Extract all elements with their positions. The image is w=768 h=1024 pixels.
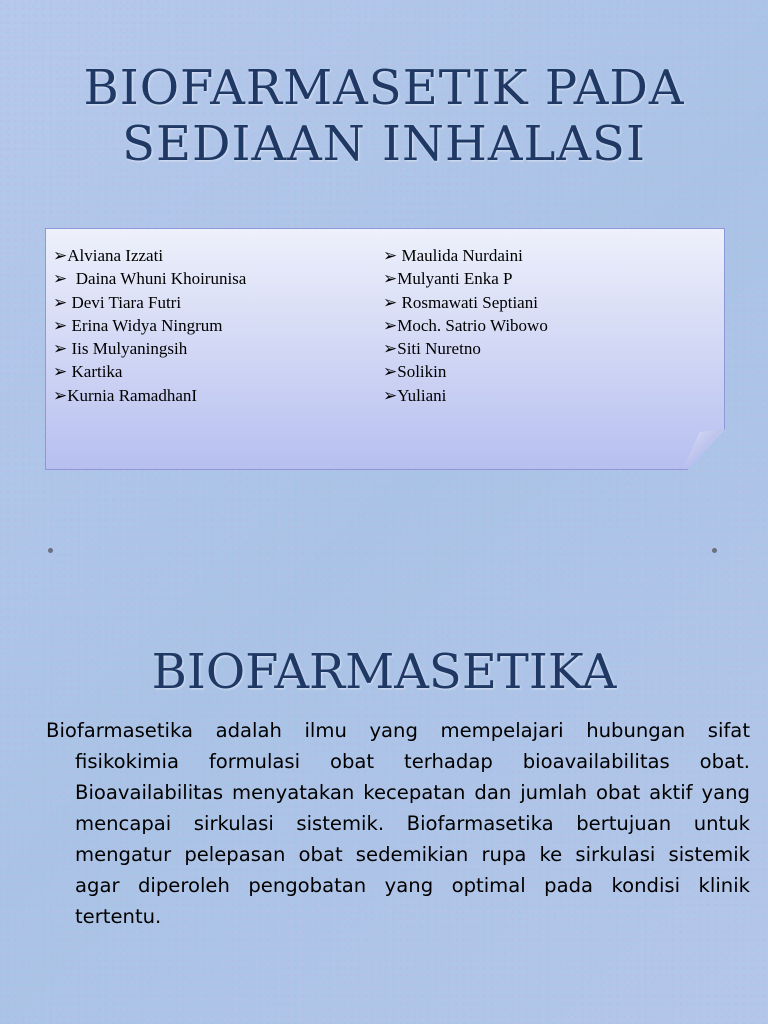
list-item: ➢Moch. Satrio Wibowo: [383, 315, 548, 335]
list-item: ➢ Iis Mulyaningsih: [53, 339, 188, 359]
slide-divider-dot-right: [712, 548, 717, 553]
title-line-2: SEDIAAN INHALASI: [122, 116, 646, 172]
section-title: BIOFARMASETIKA: [151, 644, 617, 700]
list-item: ➢Mulyanti Enka P: [383, 269, 513, 289]
names-list-left: [53, 244, 246, 407]
list-item: ➢Alviana Izzati: [53, 246, 164, 265]
slide-divider-dot-left: [48, 548, 53, 553]
list-item: ➢ Rosmawati Septiani: [383, 292, 538, 312]
slide-title: [0, 60, 768, 172]
list-item: ➢ Daina Whuni Khoirunisa: [53, 269, 247, 289]
list-item: ➢ Erina Widya Ningrum: [53, 315, 223, 335]
list-item: ➢Solikin: [383, 362, 447, 382]
body-paragraph: Biofarmasetika adalah ilmu yang mempelajari hubungan sifat fisikokimia formulasi obat terhadap bioavailabilitas obat. Bioavailabilitas menyatakan kecepatan dan jumlah obat aktif yang mencapai sirkulasi sistemik. Biofarmasetika bertujuan untuk mengatur pelepasan obat sedemikian rupa ke sirkulasi sistemik agar diperoleh pengobatan yang optimal pada kondisi klinik tertentu.: [46, 719, 750, 928]
title-line-1: BIOFARMASETIK PADA: [83, 60, 685, 116]
list-item: ➢Kurnia RamadhanI: [53, 385, 198, 405]
list-item: ➢ Maulida Nurdaini: [383, 246, 523, 265]
list-item: ➢ Kartika: [53, 362, 123, 382]
list-item: ➢ Devi Tiara Futri: [53, 292, 182, 312]
names-list-right: [383, 244, 548, 407]
list-item: ➢Yuliani: [383, 385, 447, 405]
list-item: ➢Siti Nuretno: [383, 339, 481, 359]
